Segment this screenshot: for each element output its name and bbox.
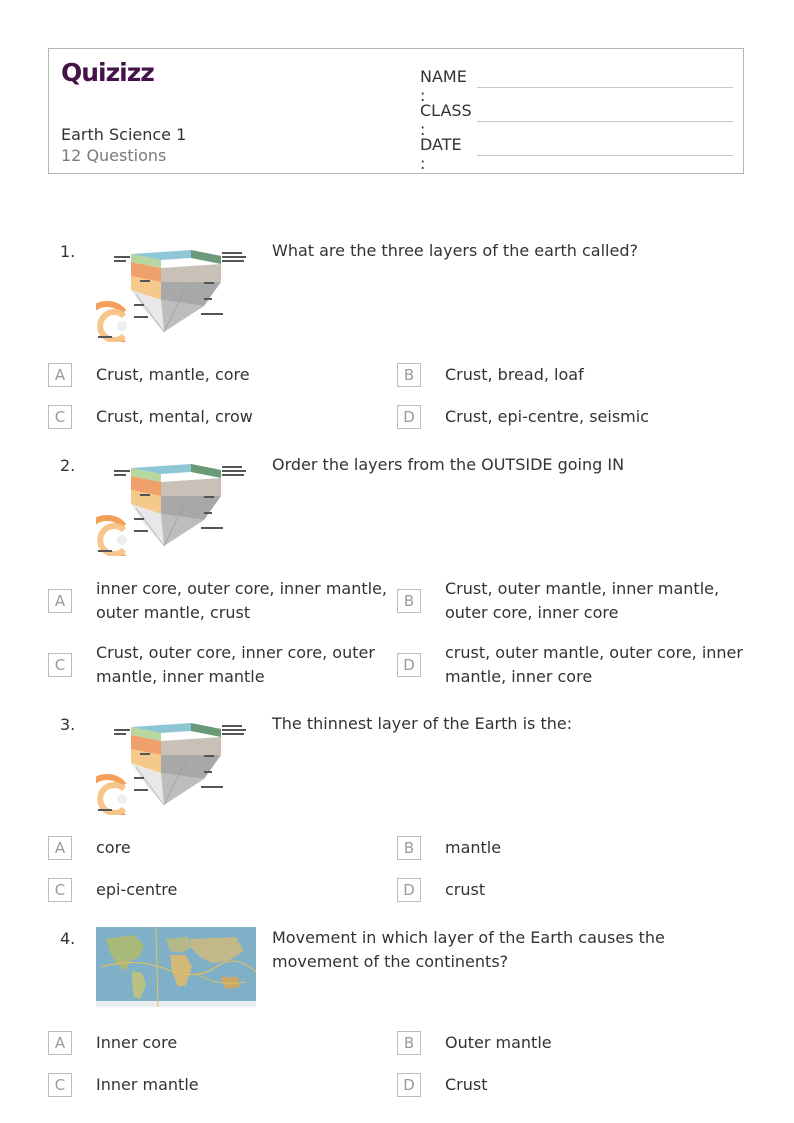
question-text: The thinnest layer of the Earth is the: — [272, 714, 573, 733]
option-text: mantle — [445, 838, 502, 857]
option-text: Crust, epi-centre, seismic — [445, 407, 649, 426]
option-letter: A — [48, 836, 72, 860]
worksheet-header — [48, 48, 744, 174]
option-letter: B — [397, 363, 421, 387]
option-letter: B — [397, 836, 421, 860]
option-letter: B — [397, 589, 421, 613]
option-letter: C — [48, 1073, 72, 1097]
worksheet-title: Earth Science 1 — [61, 125, 187, 144]
question-number: 2. — [60, 456, 76, 475]
option-letter: D — [397, 653, 421, 677]
option-text: epi-centre — [96, 880, 178, 899]
option-letter: C — [48, 878, 72, 902]
question-count: 12 Questions — [61, 146, 167, 165]
date-line[interactable] — [477, 155, 733, 156]
option-text: crust — [445, 880, 486, 899]
question-number: 4. — [60, 929, 76, 948]
option-text: inner core, outer core, inner mantle, outer mantle, crust — [96, 579, 388, 622]
option-text: Inner mantle — [96, 1075, 199, 1094]
class-label: CLASS : — [420, 101, 472, 139]
option-letter: A — [48, 363, 72, 387]
world-map-image — [96, 927, 256, 1007]
option-text: Inner core — [96, 1033, 178, 1052]
option-letter: A — [48, 1031, 72, 1055]
option-letter: D — [397, 1073, 421, 1097]
earth-layers-image — [96, 242, 256, 342]
option-letter: C — [48, 653, 72, 677]
question-number: 1. — [60, 242, 76, 261]
question-text: Order the layers from the OUTSIDE going IN — [272, 455, 625, 474]
option-text: Crust, mantle, core — [96, 365, 250, 384]
option-text: Crust, outer core, inner core, outer mantle, inner mantle — [96, 643, 375, 686]
question-text: What are the three layers of the earth called? — [272, 241, 638, 260]
date-label: DATE : — [420, 135, 462, 173]
name-label: NAME : — [420, 67, 467, 105]
class-line[interactable] — [477, 121, 733, 122]
option-text: Outer mantle — [445, 1033, 552, 1052]
option-letter: A — [48, 589, 72, 613]
option-letter: D — [397, 878, 421, 902]
question-number: 3. — [60, 715, 76, 734]
option-letter: C — [48, 405, 72, 429]
option-text: Crust, bread, loaf — [445, 365, 584, 384]
option-text: core — [96, 838, 131, 857]
name-line[interactable] — [477, 87, 733, 88]
option-text: crust, outer mantle, outer core, inner mantle, inner core — [445, 643, 743, 686]
option-text: Crust, outer mantle, inner mantle, outer core, inner core — [445, 579, 720, 622]
option-letter: D — [397, 405, 421, 429]
quizizz-logo: Quizizz — [61, 58, 154, 87]
option-text: Crust, mental, crow — [96, 407, 253, 426]
earth-layers-image — [96, 715, 256, 815]
question-text: Movement in which layer of the Earth causes the movement of the continents? — [272, 928, 665, 971]
option-text: Crust — [445, 1075, 488, 1094]
option-letter: B — [397, 1031, 421, 1055]
earth-layers-image — [96, 456, 256, 556]
